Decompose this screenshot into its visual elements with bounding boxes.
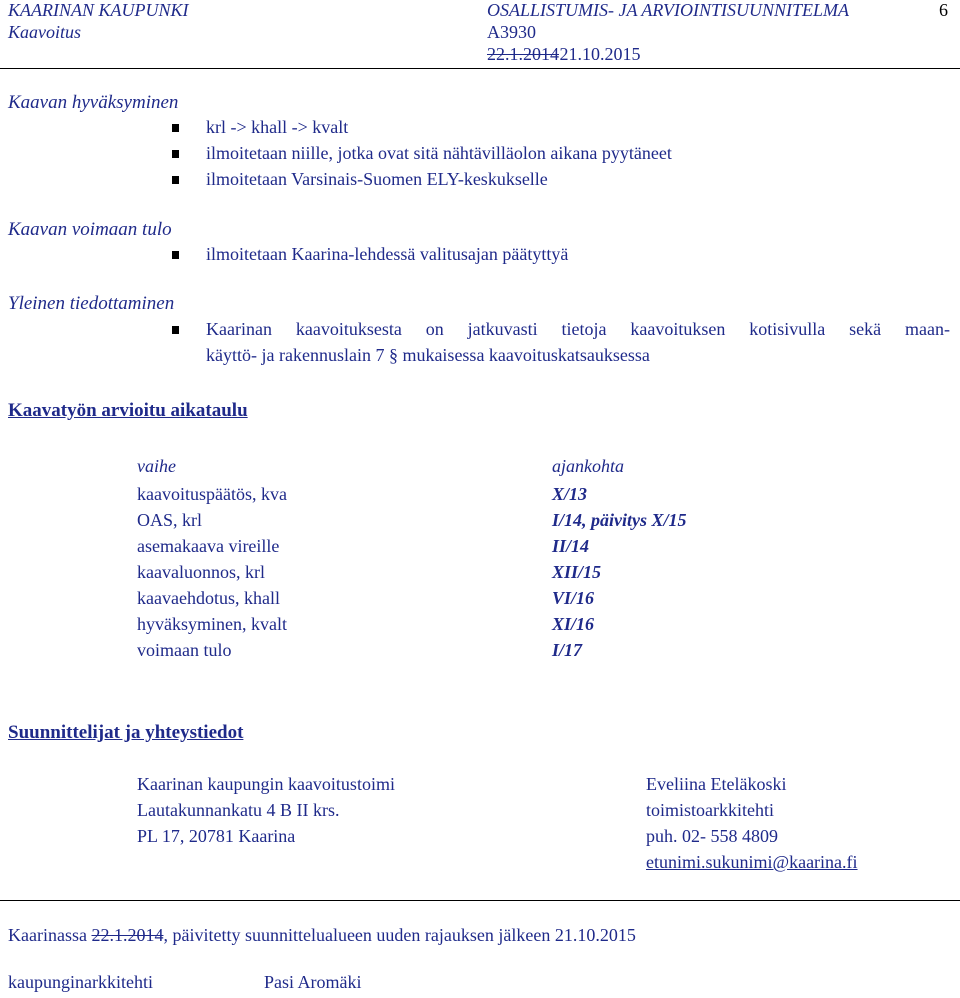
section-title-voimaantulo: Kaavan voimaan tulo — [8, 219, 172, 240]
table-cell-phase: asemakaava vireille — [137, 536, 280, 556]
table-cell-phase: kaavaluonnos, krl — [137, 562, 265, 582]
contact-person-title: toimistoarkkitehti — [646, 800, 774, 820]
signer-name: Pasi Aromäki — [264, 972, 362, 992]
header-date-old: 22.1.2014 — [487, 44, 559, 64]
table-cell-phase: hyväksyminen, kvalt — [137, 614, 287, 634]
table-cell-phase: voimaan tulo — [137, 640, 232, 660]
table-cell-time: I/17 — [552, 640, 583, 660]
list-item: krl -> khall -> kvalt — [206, 117, 349, 137]
section-title-hyvaksyminen: Kaavan hyväksyminen — [8, 92, 179, 113]
bullet-icon — [172, 124, 179, 132]
table-cell-phase: kaavoituspäätös, kva — [137, 484, 287, 504]
table-cell-phase: OAS, krl — [137, 510, 203, 530]
header-org: KAARINAN KAUPUNKI — [8, 0, 189, 20]
contact-postal: PL 17, 20781 Kaarina — [137, 826, 296, 846]
list-item: ilmoitetaan niille, jotka ovat sitä nähtävilläolon aikana pyytäneet — [206, 143, 672, 163]
table-cell-time: I/14, päivitys X/15 — [552, 510, 687, 530]
contact-email-link[interactable]: etunimi.sukunimi@kaarina.fi — [646, 852, 858, 872]
table-header-phase: vaihe — [137, 456, 176, 476]
table-cell-time: XI/16 — [552, 614, 595, 634]
bullet-icon — [172, 326, 179, 334]
signer-title: kaupunginarkkitehti — [8, 972, 153, 992]
header-dates — [487, 44, 641, 65]
tiedottaminen-line-1: Kaarinan kaavoituksesta on jatkuvasti tietoja kaavoituksen kotisivulla sekä maan- — [206, 319, 950, 339]
tiedottaminen-line-2: käyttö- ja rakennuslain 7 § mukaisessa kaavoituskatsauksessa — [206, 345, 650, 365]
list-item: ilmoitetaan Varsinais-Suomen ELY-keskukselle — [206, 169, 548, 189]
contact-person-name: Eveliina Eteläkoski — [646, 774, 787, 794]
table-header-time: ajankohta — [552, 456, 624, 476]
header-code: A3930 — [487, 22, 536, 42]
footer-place: Kaarinassa — [8, 925, 87, 945]
header-divider — [0, 68, 960, 69]
bullet-icon — [172, 176, 179, 184]
table-cell-time: VI/16 — [552, 588, 595, 608]
table-cell-time: X/13 — [552, 484, 588, 504]
bullet-icon — [172, 251, 179, 259]
section-title-aikataulu: Kaavatyön arvioitu aikataulu — [8, 400, 248, 421]
contact-address: Lautakunnankatu 4 B II krs. — [137, 800, 340, 820]
section-title-tiedottaminen: Yleinen tiedottaminen — [8, 293, 175, 314]
header-date-new: 21.10.2015 — [559, 44, 641, 64]
table-cell-phase: kaavaehdotus, khall — [137, 588, 280, 608]
table-cell-time: XII/15 — [552, 562, 602, 582]
contact-phone: puh. 02- 558 4809 — [646, 826, 778, 846]
table-cell-time: II/14 — [552, 536, 590, 556]
header-doc-title: OSALLISTUMIS- JA ARVIOINTISUUNNITELMA — [487, 0, 850, 20]
footer-date-old: 22.1.2014 — [91, 925, 164, 945]
contact-office: Kaarinan kaupungin kaavoitustoimi — [137, 774, 395, 794]
list-item: ilmoitetaan Kaarina-lehdessä valitusajan päätyttyä — [206, 244, 569, 264]
footer-date-rest: , päivitetty suunnittelualueen uuden rajauksen jälkeen 21.10.2015 — [163, 925, 636, 945]
header-dept: Kaavoitus — [8, 22, 82, 42]
footer-divider — [0, 900, 960, 901]
bullet-icon — [172, 150, 179, 158]
section-title-yhteystiedot: Suunnittelijat ja yhteystiedot — [8, 722, 244, 743]
footer-date-line — [8, 925, 636, 946]
page-number: 6 — [939, 0, 948, 20]
